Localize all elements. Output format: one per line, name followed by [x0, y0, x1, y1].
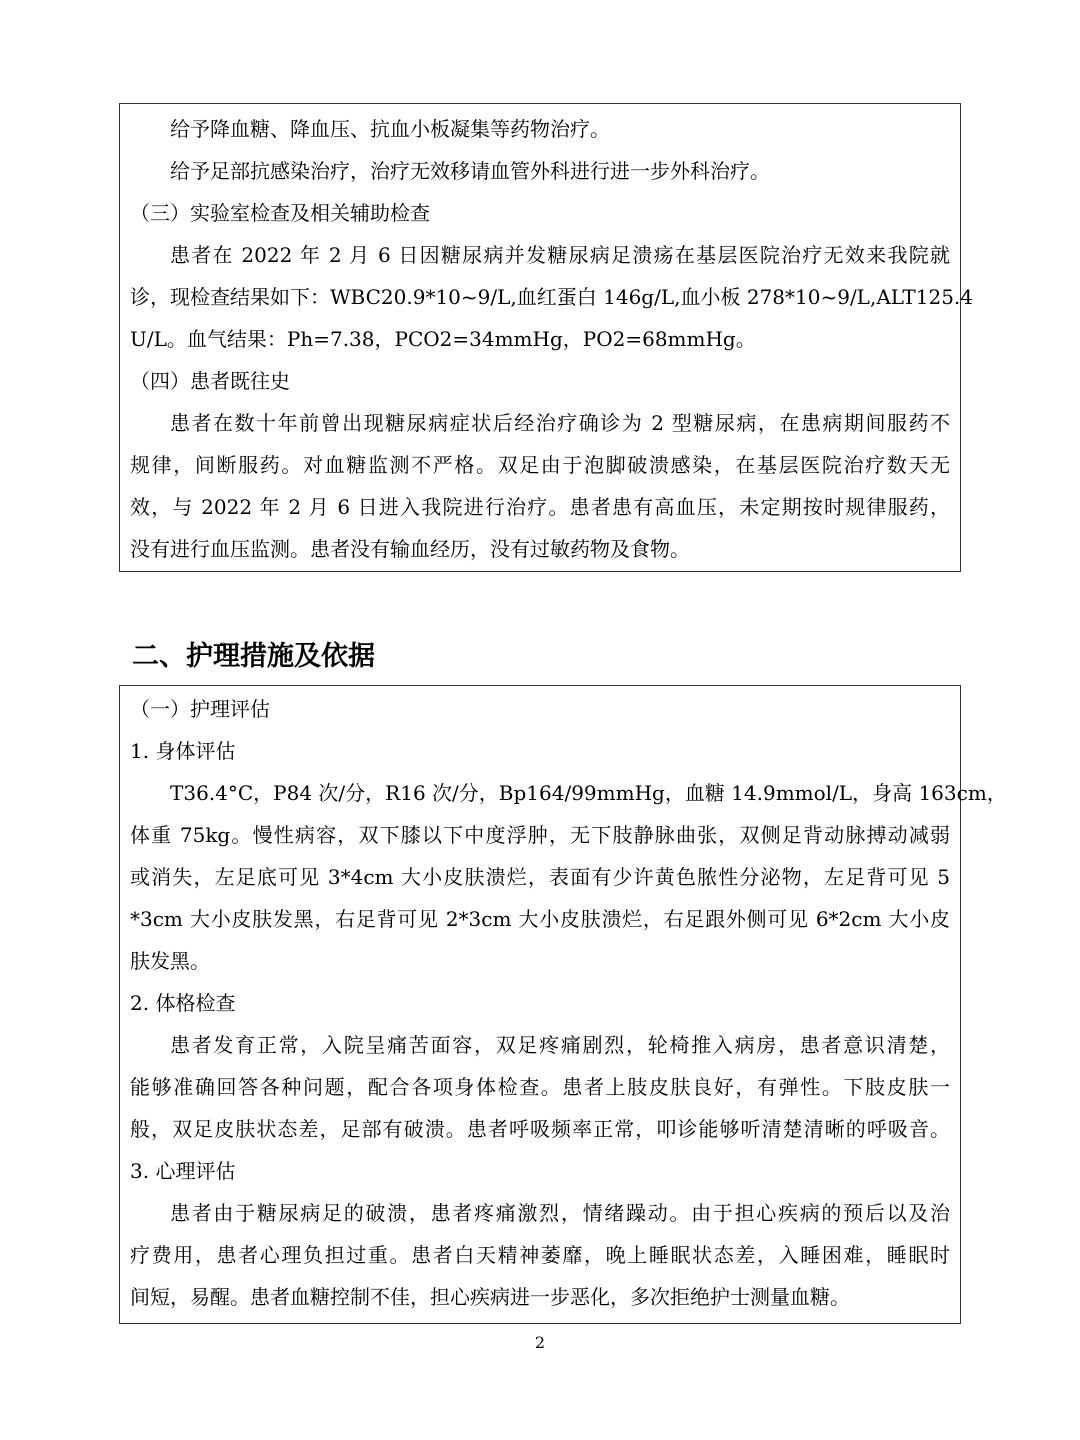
physical-line-4: *3cm 大小皮肤发黑，右足背可见 2*3cm 大小皮肤溃烂，右足跟外侧可见 6*2cm 大小皮	[130, 907, 950, 931]
lab-line-2: 诊，现检查结果如下：WBC20.9*10~9/L,血红蛋白 146g/L,血小板 278*10~9/L,ALT125.4	[130, 285, 974, 309]
physical-exam-subheading: 2. 体格检查	[130, 991, 236, 1015]
physical-assessment-subheading: 1. 身体评估	[130, 739, 236, 763]
history-line-3: 效，与 2022 年 2 月 6 日进入我院进行治疗。患者患有高血压，未定期按时规律服药，	[130, 495, 950, 519]
treatment-history-box	[119, 103, 974, 572]
lab-line-1: 患者在 2022 年 2 月 6 日因糖尿病并发糖尿病足溃疡在基层医院治疗无效来我院就	[170, 243, 950, 267]
exam-line-3: 般，双足皮肤状态差，足部有破溃。患者呼吸频率正常，叩诊能够听清楚清晰的呼吸音。	[130, 1117, 950, 1141]
physical-line-5: 肤发黑。	[130, 949, 210, 973]
psych-line-3: 间短，易醒。患者血糖控制不佳，担心疾病进一步恶化，多次拒绝护士测量血糖。	[130, 1285, 850, 1309]
exam-line-1: 患者发育正常，入院呈痛苦面容，双足疼痛剧烈，轮椅推入病房，患者意识清楚，	[170, 1033, 950, 1057]
nursing-assessment-box	[119, 685, 1007, 1324]
exam-line-2: 能够准确回答各种问题，配合各项身体检查。患者上肢皮肤良好，有弹性。下肢皮肤一	[130, 1075, 950, 1099]
history-line-2: 规律，间断服药。对血糖监测不严格。双足由于泡脚破溃感染，在基层医院治疗数天无	[130, 453, 950, 477]
history-line-1: 患者在数十年前曾出现糖尿病症状后经治疗确诊为 2 型糖尿病，在患病期间服药不	[170, 411, 950, 435]
treatment-line-1: 给予降血糖、降血压、抗血小板凝集等药物治疗。	[170, 117, 610, 141]
psych-assessment-subheading: 3. 心理评估	[130, 1159, 236, 1183]
history-heading: （四）患者既往史	[130, 369, 290, 393]
assessment-heading: （一）护理评估	[130, 697, 270, 721]
history-line-4: 没有进行血压监测。患者没有输血经历，没有过敏药物及食物。	[130, 537, 690, 561]
physical-line-1: T36.4°C，P84 次/分，R16 次/分，Bp164/99mmHg，血糖 14.9mmol/L，身高 163cm，	[170, 781, 1007, 805]
lab-line-3: U/L。血气结果：Ph=7.38，PCO2=34mmHg，PO2=68mmHg。	[130, 327, 756, 351]
treatment-line-2: 给予足部抗感染治疗，治疗无效移请血管外科进行进一步外科治疗。	[170, 159, 770, 183]
physical-line-3: 或消失，左足底可见 3*4cm 大小皮肤溃烂，表面有少许黄色脓性分泌物，左足背可见 5	[130, 865, 950, 889]
lab-heading: （三）实验室检查及相关辅助检查	[130, 201, 430, 225]
psych-line-2: 疗费用，患者心理负担过重。患者白天精神萎靡，晚上睡眠状态差，入睡困难，睡眠时	[130, 1243, 950, 1267]
psych-line-1: 患者由于糖尿病足的破溃，患者疼痛激烈，情绪躁动。由于担心疾病的预后以及治	[170, 1201, 950, 1225]
page-number: 2	[534, 1333, 546, 1352]
physical-line-2: 体重 75kg。慢性病容，双下膝以下中度浮肿，无下肢静脉曲张，双侧足背动脉搏动减弱	[130, 823, 950, 847]
section-title: 二、护理措施及依据	[132, 641, 375, 672]
